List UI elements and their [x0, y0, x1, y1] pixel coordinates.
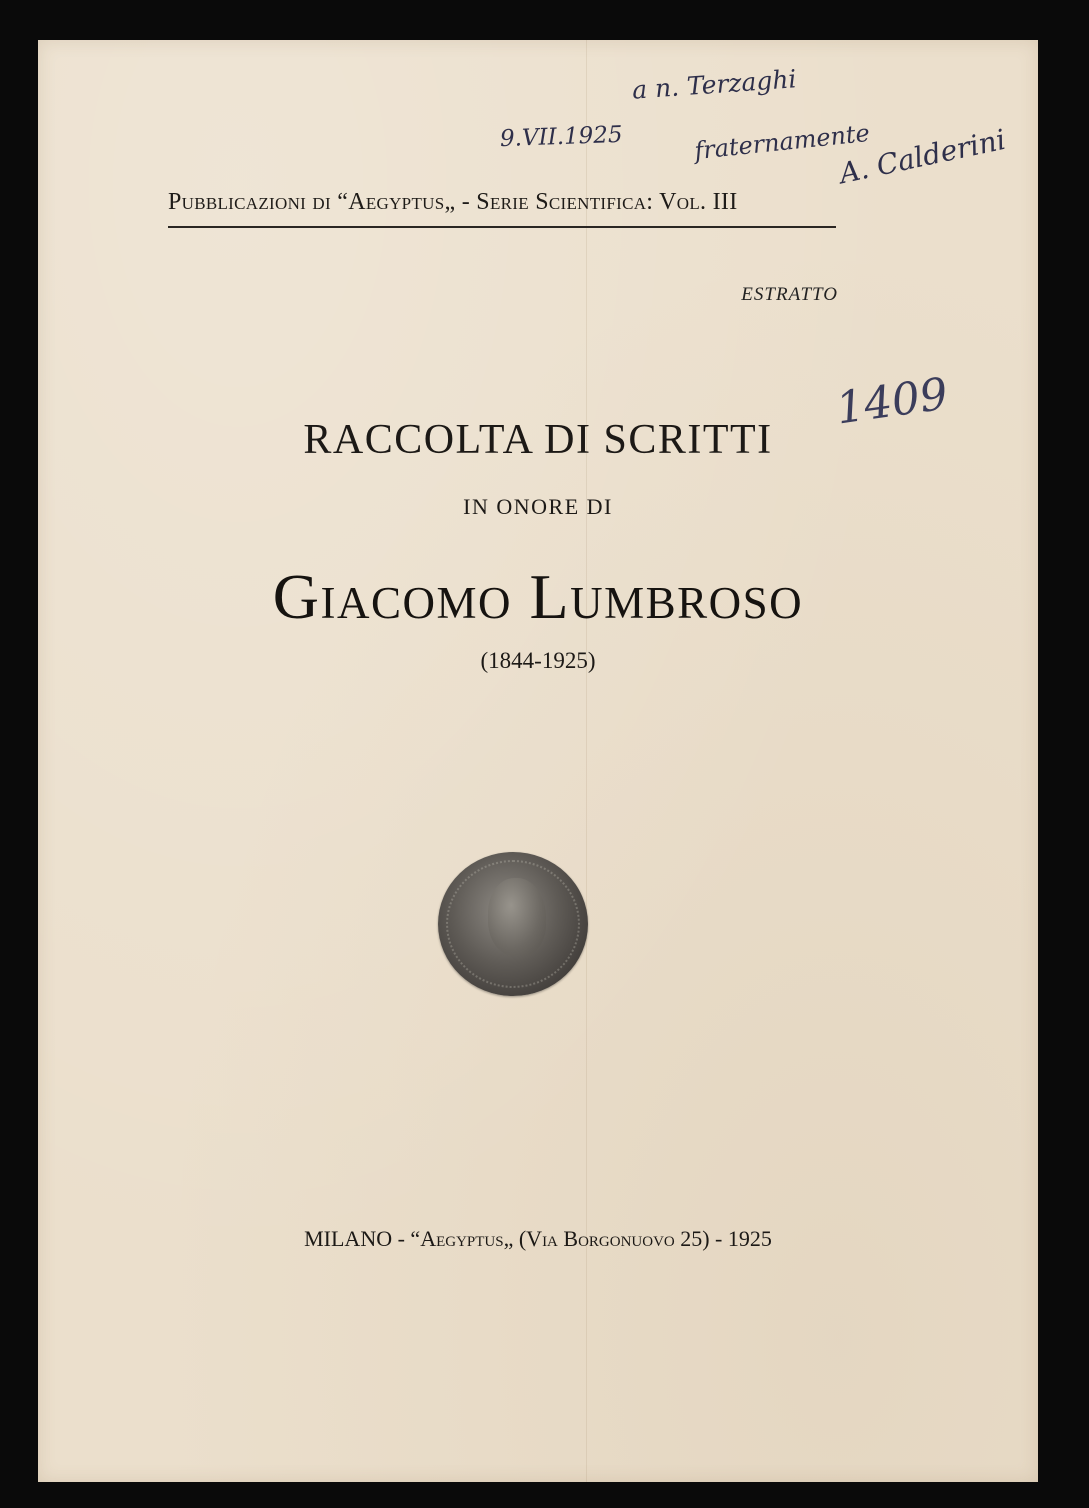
book-title: RACCOLTA DI SCRITTI — [303, 417, 773, 463]
handwritten-signature: A. Calderini — [836, 122, 1009, 191]
handwritten-greeting: fraternamente — [693, 118, 871, 166]
honoree-name: Giacomo Lumbroso — [272, 561, 804, 632]
booklet-cover — [38, 40, 1038, 1482]
life-dates: (1844-1925) — [480, 648, 596, 673]
handwritten-catalog-number: 1409 — [832, 368, 951, 435]
series-underline — [168, 226, 836, 228]
extract-label: ESTRATTO — [741, 284, 838, 305]
publisher-imprint: MILANO - “Aegyptus„ (Via Borgonuovo 25) - 1925 — [304, 1226, 772, 1251]
handwritten-dedication: a n. Terzaghi — [631, 64, 798, 105]
center-fold-line — [586, 40, 587, 1482]
coin-illustration — [438, 852, 588, 996]
coin-portrait — [488, 878, 546, 956]
book-subtitle: IN ONORE DI — [463, 494, 613, 519]
series-heading: Pubblicazioni di “Aegyptus„ - Serie Scientifica: Vol. III — [168, 189, 738, 215]
handwritten-date: 9.VII.1925 — [499, 121, 623, 153]
